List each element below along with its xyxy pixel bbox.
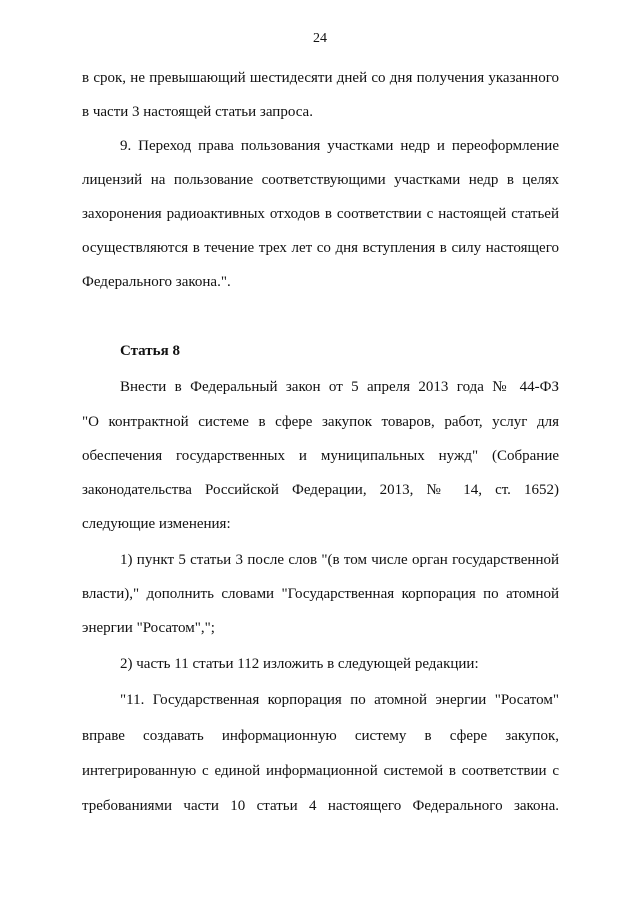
text-line: "О контрактной системе в сфере закупок товаров, работ, услуг для [82, 414, 559, 430]
text-line: власти)," дополнить словами "Государственная корпорация по атомной [82, 586, 559, 602]
text-line: 1) пункт 5 статьи 3 после слов "(в том числе орган государственной [120, 552, 559, 568]
text-line: осуществляются в течение трех лет со дня вступления в силу настоящего [82, 240, 559, 256]
text-line: законодательства Российской Федерации, 2013, № 14, ст. 1652) [82, 482, 559, 498]
text-line: в срок, не превышающий шестидесяти дней со дня получения указанного [82, 70, 559, 86]
text-line: интегрированную с единой информационной системой в соответствии с [82, 763, 559, 779]
text-line: лицензий на пользование соответствующими участками недр в целях [82, 172, 559, 188]
text-line: захоронения радиоактивных отходов в соответствии с настоящей статьей [82, 206, 559, 222]
text-line: вправе создавать информационную систему в сфере закупок, [82, 728, 559, 744]
text-line: 9. Переход права пользования участками недр и переоформление [120, 138, 559, 154]
text-line: Федерального закона.". [82, 274, 231, 290]
text-line: 2) часть 11 статьи 112 изложить в следующей редакции: [120, 656, 479, 672]
text-line: требованиями части 10 статьи 4 настоящего Федерального закона. [82, 798, 559, 814]
text-line: энергии "Росатом","; [82, 620, 215, 636]
text-line: Внести в Федеральный закон от 5 апреля 2013 года № 44-ФЗ [120, 379, 559, 395]
text-line: в части 3 настоящей статьи запроса. [82, 104, 313, 120]
article-heading: Статья 8 [120, 343, 180, 359]
text-line: обеспечения государственных и муниципальных нужд" (Собрание [82, 448, 559, 464]
text-line: "11. Государственная корпорация по атомной энергии "Росатом" [120, 692, 559, 708]
page-number: 24 [313, 31, 327, 46]
text-line: следующие изменения: [82, 516, 231, 532]
